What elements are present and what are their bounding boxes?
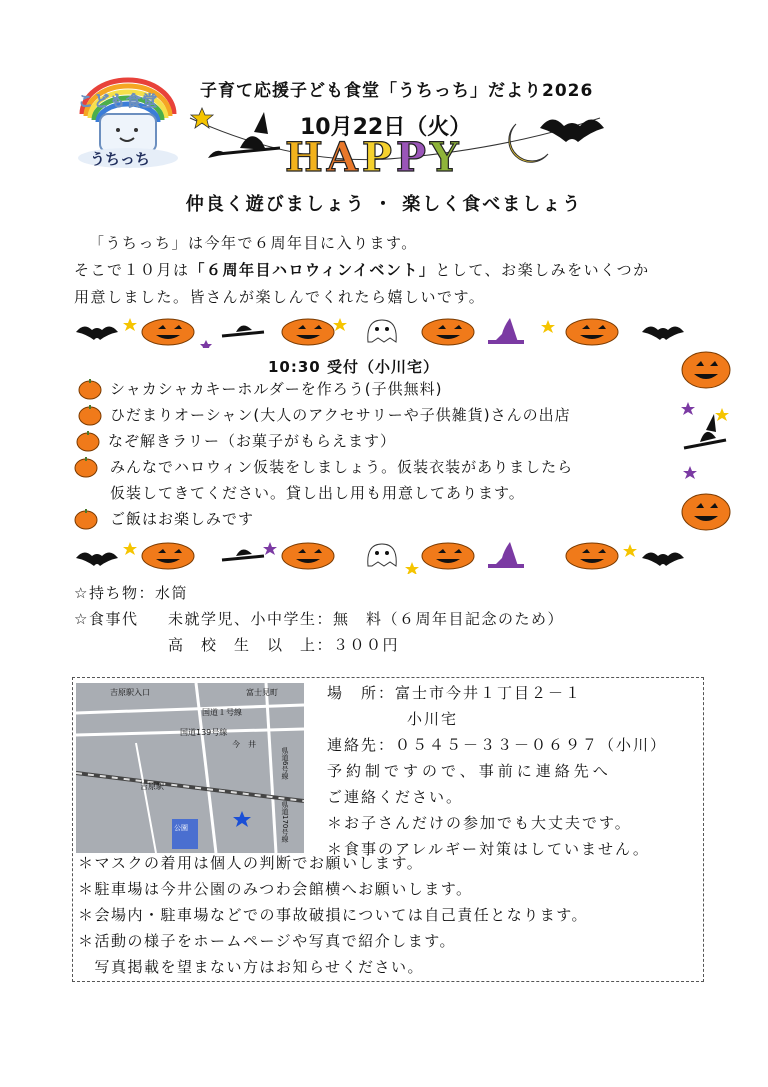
map-label: 吉原駅 xyxy=(140,782,164,791)
intro-line-2-post: として、お楽しみをいくつか xyxy=(435,261,650,279)
map-label: 富士見町 xyxy=(246,688,278,697)
happy-letter: P xyxy=(395,134,430,181)
venue-host: 小川宅 xyxy=(407,710,459,728)
note-item: ＊活動の様子をホームページや写真で紹介します。 xyxy=(78,932,457,950)
event-info xyxy=(74,580,714,660)
bat-icon xyxy=(76,552,118,566)
venue-place: 場 所：富士市今井１丁目２－１ xyxy=(327,684,583,702)
map-location-star-icon xyxy=(233,811,251,827)
pumpkin-icon xyxy=(142,319,194,345)
happy-letter: H xyxy=(285,134,327,181)
happy-letter: P xyxy=(361,134,396,181)
notes-list xyxy=(78,850,698,982)
note-item: ＊会場内・駐車場などでの事故破損については自己責任となります。 xyxy=(78,906,589,924)
note-allergy: ＊食事のアレルギー対策はしていません。 xyxy=(327,840,650,858)
pumpkin-icon xyxy=(566,319,618,345)
map-label: 吉原駅入口 xyxy=(110,688,150,697)
intro-line-2 xyxy=(74,257,714,284)
moon-icon xyxy=(509,124,548,162)
bat-icon xyxy=(76,326,118,340)
pumpkin-icon xyxy=(282,543,334,569)
note-item: 写真掲載を望まない方はお知らせください。 xyxy=(78,958,425,976)
ghost-icon xyxy=(368,544,396,566)
intro-paragraph xyxy=(74,230,714,311)
star-icon xyxy=(263,542,277,555)
map-label: 国道１号線 xyxy=(202,708,242,717)
star-icon xyxy=(333,318,347,331)
pumpkin-icon xyxy=(566,543,618,569)
logo-name: うちっち xyxy=(90,150,151,168)
slogan: 仲良く遊びましょう ・ 楽しく食べましょう xyxy=(185,194,583,215)
venue-details xyxy=(327,680,699,860)
program-item-5: ご飯はお楽しみです xyxy=(110,510,255,528)
witch-hat-icon xyxy=(488,318,524,344)
pumpkin-icon xyxy=(78,404,102,426)
pumpkin-icon xyxy=(76,430,100,452)
intro-line-3: 用意しました。皆さんが楽しんでくれたら嬉しいです。 xyxy=(74,288,486,306)
uchicchi-logo xyxy=(64,74,194,170)
meal-fee-label: ☆食事代 xyxy=(74,610,139,628)
venue-map xyxy=(76,683,304,853)
meal-fee-free: 未就学児、小中学生：無 料（６周年目記念のため） xyxy=(168,610,565,628)
star-icon xyxy=(200,340,212,348)
bat-icon xyxy=(642,552,684,566)
program-item-3: なぞ解きラリー（お菓子がもらえます） xyxy=(108,432,397,450)
ghost-icon xyxy=(368,320,396,342)
star-icon xyxy=(123,318,137,331)
program-item-4: みんなでハロウィン仮装をしましょう。仮装衣装がありましたら xyxy=(110,458,574,476)
bring-items: ☆持ち物：水筒 xyxy=(74,584,188,602)
pumpkin-icon xyxy=(142,543,194,569)
pumpkin-icon xyxy=(78,378,102,400)
star-icon xyxy=(405,562,419,574)
map-label: 公園 xyxy=(174,824,188,832)
pumpkin-icon xyxy=(282,319,334,345)
program-list xyxy=(74,376,694,536)
map-label: 国道139号線 xyxy=(180,728,228,737)
star-icon xyxy=(191,108,213,128)
witch-icon xyxy=(222,549,264,560)
happy-banner xyxy=(285,134,463,181)
newsletter-title: 子育て応援子ども食堂「うちっち」だより2026 xyxy=(200,81,594,101)
event-name: 「６周年目ハロウィンイベント」 xyxy=(189,261,436,279)
reservation-note: 予約制ですので、事前に連絡先へ xyxy=(327,762,612,780)
star-icon xyxy=(541,320,555,333)
note-item: ＊マスクの着用は個人の判断でお願いします。 xyxy=(78,854,424,872)
bat-icon xyxy=(642,326,684,340)
map-label: 県道170号線 xyxy=(281,801,289,843)
reservation-note-cont: ご連絡ください。 xyxy=(327,788,464,806)
intro-line-1: 「うちっち」は今年で６周年目に入ります。 xyxy=(89,234,418,252)
reception-time: 10:30 受付（小川宅） xyxy=(268,358,439,376)
program-item-2: ひだまりオーシャン(大人のアクセサリーや子供雑貨)さんの出店 xyxy=(110,406,571,424)
pumpkin-icon xyxy=(422,319,474,345)
star-icon xyxy=(715,408,729,421)
star-icon xyxy=(123,542,137,555)
logo-arc-text: こども食堂 xyxy=(78,92,159,110)
halloween-border-top xyxy=(70,312,698,348)
pumpkin-icon xyxy=(74,456,98,478)
event-date: 10月22日（火） xyxy=(300,115,472,140)
witch-icon xyxy=(222,325,264,336)
note-children-ok: ＊お子さんだけの参加でも大丈夫です。 xyxy=(327,814,632,832)
intro-line-2-pre: そこで１０月は xyxy=(74,261,190,279)
bat-icon xyxy=(540,119,604,142)
contact-phone: 連絡先：０５４５－３３－０６９７（小川） xyxy=(327,736,668,754)
map-label: 県道6号線 xyxy=(281,747,289,780)
witch-icon xyxy=(208,112,280,158)
program-item-1: シャカシャカキーホルダーを作ろう(子供無料) xyxy=(110,380,443,398)
happy-letter: A xyxy=(326,134,362,181)
map-label: 今 井 xyxy=(232,740,256,749)
star-icon xyxy=(623,544,637,557)
note-item: ＊駐車場は今井公園のみつわ会館横へお願いします。 xyxy=(78,880,473,898)
pumpkin-icon xyxy=(422,543,474,569)
pumpkin-icon xyxy=(74,508,98,530)
meal-fee-highschool: 高 校 生 以 上：３００円 xyxy=(168,636,400,654)
program-item-4-cont: 仮装してきてください。貸し出し用も用意してあります。 xyxy=(110,484,525,502)
witch-hat-icon xyxy=(488,542,524,568)
halloween-border-bottom xyxy=(70,538,698,574)
happy-letter: Y xyxy=(430,134,463,181)
